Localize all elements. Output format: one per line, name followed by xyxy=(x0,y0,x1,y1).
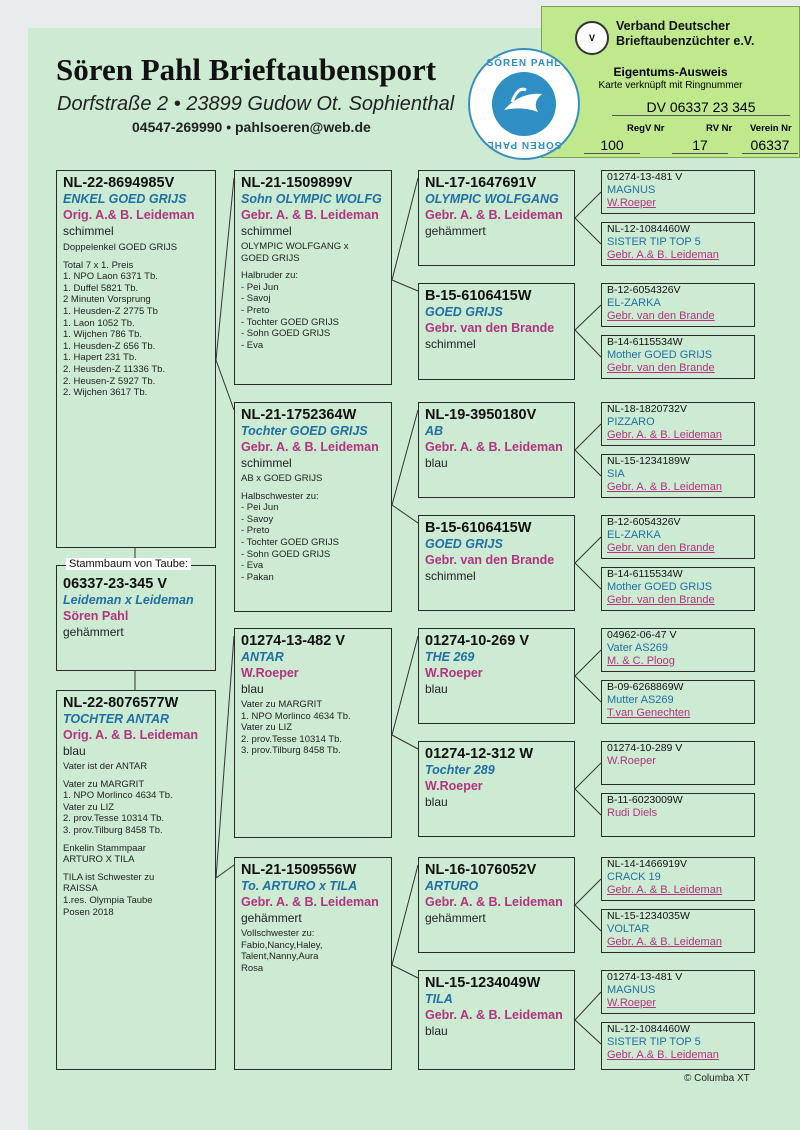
color: schimmel xyxy=(241,456,292,470)
ancestor-box: B-14-6115534W Mother GOED GRIJS Gebr. van den Brande xyxy=(601,567,755,611)
ancestor-box: NL-18-1820732V PIZZARO Gebr. A. & B. Leideman xyxy=(601,402,755,446)
card-org-line2: Brieftaubenzüchter e.V. xyxy=(616,34,755,48)
color: blau xyxy=(241,682,264,696)
color: blau xyxy=(425,456,448,470)
great-grandparent-box xyxy=(418,402,575,498)
breeder: W.Roeper xyxy=(425,666,483,680)
ancestor-box: NL-12-1084460W SISTER TIP TOP 5 Gebr. A.& B. Leideman xyxy=(601,1022,755,1070)
verein-value: 06337 xyxy=(742,137,798,154)
seal-text-top: SÖREN PAHL xyxy=(486,58,562,69)
ancestor-box: B-12-6054326V EL-ZARKA Gebr. van den Brande xyxy=(601,515,755,559)
color: blau xyxy=(425,682,448,696)
pigeon-name: Tochter 289 xyxy=(425,763,495,777)
notes: Vater ist der ANTAR Vater zu MARGRIT 1. NPO Morlinco 4634 Tb. Vater zu LIZ 2. prov.Tesse 10314 Tb. 3. prov.Tilburg 8458 Tb. Enkelin Stammpaar ARTURO X TILA TILA ist Schwester zu RAISSA 1.res. Olympia Taube Posen 2018 xyxy=(63,761,173,918)
notes: AB x GOED GRIJS Halbschwester zu: - Pei Jun - Savoy - Preto - Tochter GOED GRIJS - Sohn GOED GRIJS - Eva - Pakan xyxy=(241,473,340,583)
card-ring-number: DV 06337 23 345 xyxy=(612,99,790,116)
ancestor-box: 04962-06-47 V Vater AS269 M. & C. Ploog xyxy=(601,628,755,672)
breeder: Gebr. A. & B. Leideman xyxy=(241,895,379,909)
ring-number: NL-17-1647691V xyxy=(425,175,537,191)
breeder: Orig. A. & B. Leideman xyxy=(63,728,198,742)
color: schimmel xyxy=(63,224,114,238)
ring-number: NL-22-8694985V xyxy=(63,175,175,191)
card-org xyxy=(616,19,754,49)
contact-info: 04547-269990 • pahlsoeren@web.de xyxy=(132,119,371,135)
verein-label: Verein Nr xyxy=(750,123,792,134)
page-title: Sören Pahl Brieftaubensport xyxy=(56,52,437,87)
pigeon-name: THE 269 xyxy=(425,650,475,664)
seal-text-bottom: SÖREN PAHL xyxy=(486,139,562,150)
vdbz-emblem-icon: V xyxy=(575,21,609,55)
ring-number: NL-19-3950180V xyxy=(425,407,537,423)
pigeon-name: ANTAR xyxy=(241,650,284,664)
breeder: Gebr. van den Brande xyxy=(425,321,555,335)
father-box xyxy=(56,170,216,548)
grandparent-box xyxy=(234,170,392,385)
color: schimmel xyxy=(425,569,476,583)
ancestor-box: 01274-13-481 V MAGNUS W.Roeper xyxy=(601,170,755,214)
ring-number: NL-21-1509556W xyxy=(241,862,357,878)
ring-number: NL-21-1509899V xyxy=(241,175,353,191)
breeder: Gebr. A. & B. Leideman xyxy=(241,208,379,222)
ancestor-box: B-11-6023009W Rudi Diels xyxy=(601,793,755,837)
breeder: Gebr. A. & B. Leideman xyxy=(425,208,563,222)
ancestor-box: NL-15-1234189W SIA Gebr. A. & B. Leideman xyxy=(601,454,755,498)
pigeon-name: ENKEL GOED GRIJS xyxy=(63,192,187,206)
great-grandparent-box xyxy=(418,741,575,837)
pigeon-name: To. ARTURO x TILA xyxy=(241,879,358,893)
great-grandparent-box xyxy=(418,628,575,724)
card-title: Eigentums-Ausweis xyxy=(613,65,728,79)
ring-number: 01274-10-269 V xyxy=(425,633,529,649)
color: schimmel xyxy=(425,337,476,351)
color: schimmel xyxy=(241,224,292,238)
great-grandparent-box xyxy=(418,857,575,953)
pigeon-name: Leideman x Leideman xyxy=(63,593,194,607)
ring-number: NL-21-1752364W xyxy=(241,407,357,423)
pigeon-name: GOED GRIJS xyxy=(425,537,503,551)
loft-seal-logo xyxy=(468,48,580,160)
ancestor-box: NL-15-1234035W VOLTAR Gebr. A. & B. Leideman xyxy=(601,909,755,953)
breeder: Gebr. A. & B. Leideman xyxy=(425,895,563,909)
rv-label: RV Nr xyxy=(706,123,733,134)
breeder: Sören Pahl xyxy=(63,609,129,623)
pigeon-name: TILA xyxy=(425,992,453,1006)
ancestor-box: NL-12-1084460W SISTER TIP TOP 5 Gebr. A.& B. Leideman xyxy=(601,222,755,266)
regv-value: 100 xyxy=(584,137,640,154)
subject-box xyxy=(56,565,216,671)
pigeon-name: AB xyxy=(425,424,444,438)
ancestor-box: B-14-6115534W Mother GOED GRIJS Gebr. van den Brande xyxy=(601,335,755,379)
ancestor-box: 01274-10-289 V W.Roeper xyxy=(601,741,755,785)
breeder: Gebr. A. & B. Leideman xyxy=(425,1008,563,1022)
regv-label: RegV Nr xyxy=(627,123,665,134)
color: blau xyxy=(425,1024,448,1038)
great-grandparent-box xyxy=(418,283,575,380)
breeder: W.Roeper xyxy=(425,779,483,793)
address: Dorfstraße 2 • 23899 Gudow Ot. Sophienthal xyxy=(57,93,455,115)
pigeon-name: Tochter GOED GRIJS xyxy=(241,424,368,438)
card-org-line1: Verband Deutscher xyxy=(616,19,730,33)
great-grandparent-box xyxy=(418,970,575,1070)
color: blau xyxy=(63,744,86,758)
notes: Vater zu MARGRIT 1. NPO Morlinco 4634 Tb. Vater zu LIZ 2. prov.Tesse 10314 Tb. 3. prov.Tilburg 8458 Tb. xyxy=(241,699,351,757)
breeder: Gebr. A. & B. Leideman xyxy=(425,440,563,454)
ring-number: NL-16-1076052V xyxy=(425,862,537,878)
copyright: © Columba XT xyxy=(684,1073,750,1084)
breeder: Orig. A.& B. Leideman xyxy=(63,208,195,222)
ownership-card xyxy=(541,6,800,158)
breeder: W.Roeper xyxy=(241,666,299,680)
ring-number: NL-15-1234049W xyxy=(425,975,541,991)
ring-number: NL-22-8076577W xyxy=(63,695,179,711)
great-grandparent-box xyxy=(418,170,575,266)
notes: Vollschwester zu: Fabio,Nancy,Haley, Talent,Nanny,Aura Rosa xyxy=(241,928,323,974)
ring-number: 01274-12-312 W xyxy=(425,746,534,762)
notes: Doppelenkel GOED GRIJS Total 7 x 1. Preis 1. NPO Laon 6371 Tb. 1. Duffel 5821 Tb. 2 Minuten Vorsprung 1. Heusden-Z 2775 Tb 1. Laon 1052 Tb. 1. Wijchen 786 Tb. 1. Heusden-Z 656 Tb. 1. Hapert 231 Tb. 2. Heusden-Z 11336 Tb. 2. Heusen-Z 5927 Tb. 2. Wijchen 3617 Tb. xyxy=(63,242,178,399)
notes: OLYMPIC WOLFGANG x GOED GRIJS Halbruder zu: - Pei Jun - Savoj - Preto - Tochter GOED GRIJS - Sohn GOED GRIJS - Eva xyxy=(241,241,349,351)
pigeon-name: TOCHTER ANTAR xyxy=(63,712,170,726)
grandparent-box xyxy=(234,402,392,612)
pigeon-name: GOED GRIJS xyxy=(425,305,503,319)
rv-value: 17 xyxy=(672,137,728,154)
color: gehämmert xyxy=(425,911,486,925)
card-subtitle: Karte verknüpft mit Ringnummer xyxy=(598,80,743,91)
pigeon-name: ARTURO xyxy=(425,879,479,893)
ancestor-box: B-12-6054326V EL-ZARKA Gebr. van den Brande xyxy=(601,283,755,327)
pigeon-logo-icon xyxy=(492,72,556,136)
ring-number: B-15-6106415W xyxy=(425,288,532,304)
pigeon-name: OLYMPIC WOLFGANG xyxy=(425,192,559,206)
color: gehämmert xyxy=(425,224,486,238)
mother-box xyxy=(56,690,216,1070)
grandparent-box xyxy=(234,628,392,838)
ring-number: 06337-23-345 V xyxy=(63,576,167,592)
great-grandparent-box xyxy=(418,515,575,611)
breeder: Gebr. van den Brande xyxy=(425,553,555,567)
ancestor-box: 01274-13-481 V MAGNUS W.Roeper xyxy=(601,970,755,1014)
breeder: Gebr. A. & B. Leideman xyxy=(241,440,379,454)
ancestor-box: NL-14-1466919V CRACK 19 Gebr. A. & B. Leideman xyxy=(601,857,755,901)
ring-number: 01274-13-482 V xyxy=(241,633,345,649)
pedigree-label: Stammbaum von Taube: xyxy=(66,558,191,570)
grandparent-box xyxy=(234,857,392,1070)
color: blau xyxy=(425,795,448,809)
ancestor-box: B-09-6268869W Mutter AS269 T.van Genechten xyxy=(601,680,755,724)
ring-number: B-15-6106415W xyxy=(425,520,532,536)
color: gehämmert xyxy=(63,625,124,639)
color: gehämmert xyxy=(241,911,302,925)
pigeon-name: Sohn OLYMPIC WOLFG xyxy=(241,192,382,206)
